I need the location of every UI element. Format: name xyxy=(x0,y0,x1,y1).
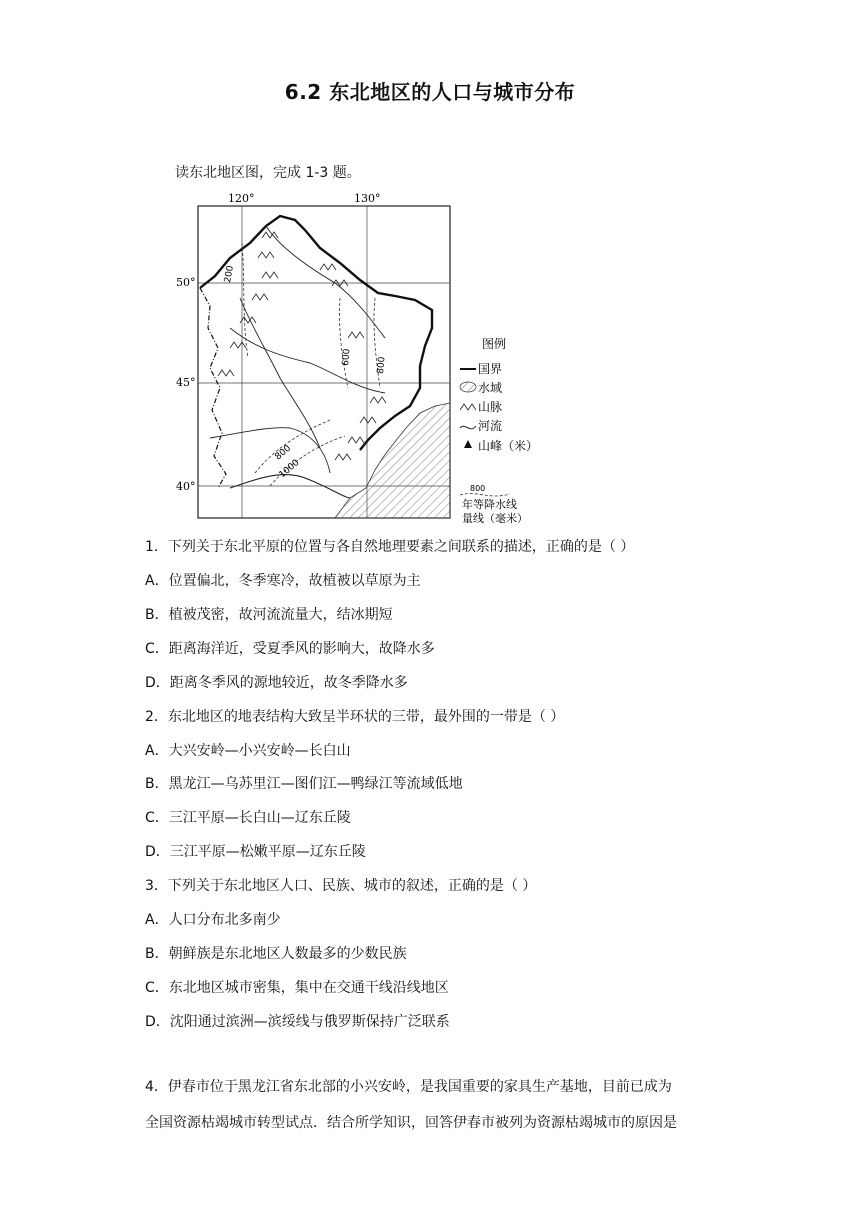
question-1-option-c: C．距离海洋近，受夏季风的影响大，故降水多 xyxy=(145,641,435,657)
question-3-option-a: A．人口分布北多南少 xyxy=(145,912,281,928)
western-boundary xyxy=(200,288,226,488)
mountain-icon xyxy=(218,370,234,376)
national-boundary xyxy=(200,216,432,450)
question-1-stem: 1．下列关于东北平原的位置与各自然地理要素之间联系的描述，正确的是（ ） xyxy=(145,539,635,555)
question-3-stem: 3．下列关于东北地区人口、民族、城市的叙述，正确的是（ ） xyxy=(145,878,537,894)
question-1-option-a: A．位置偏北，冬季寒冷，故植被以草原为主 xyxy=(145,573,421,589)
legend-river-symbol xyxy=(460,426,476,429)
lon-label-130: 130° xyxy=(354,192,381,205)
question-1-option-d: D．距离冬季风的源地较近，故冬季降水多 xyxy=(145,675,408,691)
intro-text: 读东北地区图，完成 1-3 题。 xyxy=(175,165,361,181)
mountain-icon xyxy=(230,342,246,348)
map-legend xyxy=(460,336,538,525)
question-1-option-b: B．植被茂密，故河流流量大，结冰期短 xyxy=(145,607,393,623)
mountain-icon xyxy=(370,397,386,403)
legend-peak-icon xyxy=(464,440,472,448)
isohyet-label-200: 200 xyxy=(223,264,236,284)
legend-boundary-label: 国界 xyxy=(478,362,503,376)
legend-isohyet-symbol xyxy=(460,494,510,496)
legend-water-label: 水域 xyxy=(478,381,503,395)
question-2-option-d: D．三江平原—松嫩平原—辽东丘陵 xyxy=(145,844,366,860)
question-2-stem: 2．东北地区的地表结构大致呈半环状的三带，最外围的一带是（ ） xyxy=(145,709,565,725)
question-2-option-b: B．黑龙江—乌苏里江—图们江—鸭绿江等流域低地 xyxy=(145,776,463,792)
legend-isohyet-label-2: 量线（毫米） xyxy=(462,512,528,525)
question-2-option-c: C．三江平原—长白山—辽东丘陵 xyxy=(145,810,351,826)
mountain-symbols xyxy=(218,232,386,463)
question-3-option-b: B．朝鲜族是东北地区人数最多的少数民族 xyxy=(145,946,407,962)
question-4-line-1: 4．伊春市位于黑龙江省东北部的小兴安岭，是我国重要的家具生产基地，目前已成为 xyxy=(145,1079,672,1095)
question-3-option-d: D．沈阳通过滨洲—滨绥线与俄罗斯保持广泛联系 xyxy=(145,1014,450,1030)
lat-label-45: 45° xyxy=(176,376,196,389)
mountain-icon xyxy=(335,454,351,460)
question-2-option-a: A．大兴安岭—小兴安岭—长白山 xyxy=(145,743,351,759)
mountain-icon xyxy=(252,294,268,300)
mountain-icon xyxy=(348,332,364,338)
northeast-china-map xyxy=(170,188,570,528)
lat-label-40: 40° xyxy=(176,480,196,493)
legend-river-label: 河流 xyxy=(478,419,503,433)
legend-mountain-label: 山脉 xyxy=(478,400,503,414)
mountain-icon xyxy=(258,252,274,258)
legend-title: 图例 xyxy=(482,337,507,351)
lat-label-50: 50° xyxy=(176,276,196,289)
mountain-icon xyxy=(320,264,336,270)
legend-isohyet-label-1: 年等降水线 xyxy=(462,498,517,511)
legend-water-symbol xyxy=(460,382,476,392)
isohyet-label-600: 600 xyxy=(341,348,353,367)
mountain-icon xyxy=(360,417,376,423)
lon-label-120: 120° xyxy=(228,192,255,205)
isohyet-label-1000: 1000 xyxy=(277,457,302,481)
mountain-icon xyxy=(240,317,256,323)
isohyet-label-800b: 800 xyxy=(273,443,294,463)
isohyet-200 xyxy=(242,243,248,358)
isohyet-600 xyxy=(339,298,348,388)
sea-area xyxy=(335,403,450,518)
legend-peak-label: 山峰（米） xyxy=(478,439,539,453)
isohyet-label-800a: 800 xyxy=(376,356,388,375)
legend-mountain-icon xyxy=(460,404,476,410)
question-3-option-c: C．东北地区城市密集，集中在交通干线沿线地区 xyxy=(145,980,449,996)
mountain-icon xyxy=(262,272,278,278)
mountain-icon xyxy=(348,437,364,443)
legend-isohyet-value: 800 xyxy=(470,484,486,493)
page-title: 6.2 东北地区的人口与城市分布 xyxy=(284,80,576,104)
question-4-line-2: 全国资源枯竭城市转型试点．结合所学知识，回答伊春市被列为资源枯竭城市的原因是 xyxy=(145,1115,677,1131)
river-nen xyxy=(240,298,320,448)
mountain-icon xyxy=(262,232,278,238)
river-liao xyxy=(210,428,330,473)
